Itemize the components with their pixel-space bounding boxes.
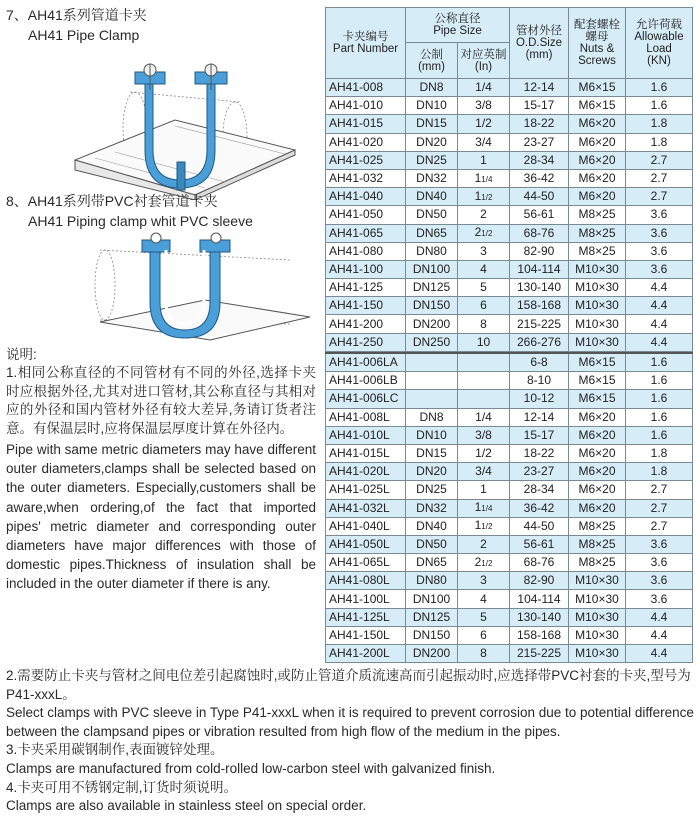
section7-title: 7、AH41系列管道卡夹 bbox=[6, 7, 147, 23]
cell-code: AH41-125L bbox=[326, 608, 406, 626]
cell-inch: 3/8 bbox=[458, 426, 510, 444]
table-row bbox=[326, 115, 693, 133]
cell-od: 12-14 bbox=[510, 79, 569, 97]
header-inch: 对应英制 (In) bbox=[458, 43, 510, 79]
cell-od: 23-27 bbox=[510, 463, 569, 481]
cell-inch: 5 bbox=[458, 279, 510, 297]
section8-title: 8、AH41系列带PVC衬套管道卡夹 bbox=[6, 193, 218, 209]
cell-dn: DN50 bbox=[406, 206, 458, 224]
cell-code: AH41-015 bbox=[326, 115, 406, 133]
cell-dn: DN50 bbox=[406, 535, 458, 553]
cell-inch bbox=[458, 390, 510, 408]
spec-table-standard bbox=[325, 7, 693, 352]
cell-od: 104-114 bbox=[510, 260, 569, 278]
note4-en: Clamps are also available in stainless steel on special order. bbox=[6, 798, 367, 814]
table-row bbox=[326, 242, 693, 260]
cell-load: 1.6 bbox=[626, 426, 693, 444]
cell-nut: M10×30 bbox=[569, 315, 626, 333]
cell-od: 68-76 bbox=[510, 554, 569, 572]
table-row bbox=[326, 572, 693, 590]
note2-en: Select clamps with PVC sleeve in Type P41-xxxL when it is required to prevent corrosion due to potential difference between the clampsand pipes or vibration resulted from high flow of the medium in the pipes. bbox=[6, 705, 694, 739]
cell-nut: M10×30 bbox=[569, 297, 626, 315]
cell-nut: M6×15 bbox=[569, 372, 626, 390]
cell-dn: DN200 bbox=[406, 645, 458, 663]
cell-inch bbox=[458, 372, 510, 390]
cell-dn: DN250 bbox=[406, 333, 458, 351]
cell-load: 1.6 bbox=[626, 408, 693, 426]
cell-code: AH41-150L bbox=[326, 626, 406, 644]
cell-nut: M10×30 bbox=[569, 572, 626, 590]
cell-code: AH41-020L bbox=[326, 463, 406, 481]
cell-od: 82-90 bbox=[510, 572, 569, 590]
cell-nut: M6×15 bbox=[569, 353, 626, 372]
cell-inch: 3/4 bbox=[458, 463, 510, 481]
table-row bbox=[326, 260, 693, 278]
notes-heading: 说明: bbox=[6, 347, 37, 362]
table-row bbox=[326, 224, 693, 242]
cell-nut: M8×25 bbox=[569, 554, 626, 572]
cell-nut: M6×15 bbox=[569, 390, 626, 408]
table-row bbox=[326, 372, 693, 390]
cell-dn: DN40 bbox=[406, 517, 458, 535]
cell-load: 1.6 bbox=[626, 372, 693, 390]
cell-dn: DN125 bbox=[406, 279, 458, 297]
table-row bbox=[326, 517, 693, 535]
cell-od: 10-12 bbox=[510, 390, 569, 408]
cell-dn: DN150 bbox=[406, 626, 458, 644]
table-row bbox=[326, 608, 693, 626]
cell-load: 3.6 bbox=[626, 572, 693, 590]
table-row bbox=[326, 535, 693, 553]
cell-inch: 11/4 bbox=[458, 499, 510, 517]
cell-dn: DN8 bbox=[406, 79, 458, 97]
cell-code: AH41-032 bbox=[326, 169, 406, 187]
cell-inch: 3/8 bbox=[458, 97, 510, 115]
cell-dn: DN15 bbox=[406, 115, 458, 133]
cell-nut: M6×20 bbox=[569, 463, 626, 481]
cell-code: AH41-080 bbox=[326, 242, 406, 260]
table-row bbox=[326, 390, 693, 408]
cell-nut: M10×30 bbox=[569, 279, 626, 297]
cell-code: AH41-006LA bbox=[326, 353, 406, 372]
cell-dn: DN65 bbox=[406, 224, 458, 242]
cell-load: 3.6 bbox=[626, 590, 693, 608]
cell-inch: 10 bbox=[458, 333, 510, 351]
cell-inch: 21/2 bbox=[458, 224, 510, 242]
cell-dn: DN15 bbox=[406, 444, 458, 462]
cell-nut: M6×20 bbox=[569, 133, 626, 151]
cell-dn: DN10 bbox=[406, 97, 458, 115]
note1-en: Pipe with same metric diameters may have different outer diameters,clamps shall be selected based on the outer diameters. Especially,customers shall be aware,when ordering,of the fact that imported pipes' metric diameter and corresponding outer diameters have major differences with those of domestic pipes.Thickness of insulation shall be included in the outer diameter if there is any. bbox=[6, 442, 316, 592]
cell-dn: DN10 bbox=[406, 426, 458, 444]
table-row bbox=[326, 151, 693, 169]
cell-inch: 8 bbox=[458, 645, 510, 663]
header-od-size: 管材外径 O.D.Size (mm) bbox=[510, 8, 569, 79]
cell-od: 130-140 bbox=[510, 279, 569, 297]
cell-load: 4.4 bbox=[626, 279, 693, 297]
header-metric: 公制 (mm) bbox=[406, 43, 458, 79]
cell-od: 23-27 bbox=[510, 133, 569, 151]
cell-inch: 3/4 bbox=[458, 133, 510, 151]
cell-od: 82-90 bbox=[510, 242, 569, 260]
section7-subtitle: AH41 Pipe Clamp bbox=[28, 27, 140, 43]
cell-load: 1.8 bbox=[626, 133, 693, 151]
cell-code: AH41-025 bbox=[326, 151, 406, 169]
cell-load: 2.7 bbox=[626, 151, 693, 169]
cell-inch: 1 bbox=[458, 151, 510, 169]
table-row bbox=[326, 279, 693, 297]
cell-code: AH41-015L bbox=[326, 444, 406, 462]
cell-dn: DN20 bbox=[406, 133, 458, 151]
cell-od: 215-225 bbox=[510, 315, 569, 333]
header-part-number: 卡夹编号 Part Number bbox=[326, 8, 406, 79]
cell-inch: 3 bbox=[458, 242, 510, 260]
cell-nut: M6×15 bbox=[569, 79, 626, 97]
cell-load: 4.4 bbox=[626, 645, 693, 663]
cell-inch: 6 bbox=[458, 297, 510, 315]
cell-dn: DN32 bbox=[406, 499, 458, 517]
cell-od: 44-50 bbox=[510, 517, 569, 535]
notes-left bbox=[6, 346, 316, 594]
cell-nut: M8×25 bbox=[569, 224, 626, 242]
cell-od: 56-61 bbox=[510, 535, 569, 553]
cell-inch: 1/2 bbox=[458, 444, 510, 462]
cell-load: 4.4 bbox=[626, 297, 693, 315]
cell-nut: M10×30 bbox=[569, 626, 626, 644]
cell-load: 4.4 bbox=[626, 608, 693, 626]
cell-od: 28-34 bbox=[510, 151, 569, 169]
cell-nut: M10×30 bbox=[569, 645, 626, 663]
table-row bbox=[326, 408, 693, 426]
cell-dn: DN20 bbox=[406, 463, 458, 481]
cell-code: AH41-065 bbox=[326, 224, 406, 242]
cell-dn bbox=[406, 353, 458, 372]
cell-load: 3.6 bbox=[626, 206, 693, 224]
cell-dn: DN200 bbox=[406, 315, 458, 333]
cell-load: 2.7 bbox=[626, 517, 693, 535]
cell-inch: 2 bbox=[458, 206, 510, 224]
table-row bbox=[326, 315, 693, 333]
cell-od: 15-17 bbox=[510, 426, 569, 444]
cell-code: AH41-008L bbox=[326, 408, 406, 426]
cell-od: 8-10 bbox=[510, 372, 569, 390]
table-row bbox=[326, 426, 693, 444]
cell-code: AH41-032L bbox=[326, 499, 406, 517]
cell-load: 2.7 bbox=[626, 499, 693, 517]
cell-dn: DN80 bbox=[406, 242, 458, 260]
cell-od: 158-168 bbox=[510, 297, 569, 315]
cell-dn: DN150 bbox=[406, 297, 458, 315]
cell-dn: DN125 bbox=[406, 608, 458, 626]
note4-cn: 4.卡夹可用不锈钢定制,订货时须说明。 bbox=[6, 779, 238, 795]
cell-dn bbox=[406, 390, 458, 408]
cell-inch: 3 bbox=[458, 572, 510, 590]
cell-load: 2.7 bbox=[626, 188, 693, 206]
table-row bbox=[326, 499, 693, 517]
cell-code: AH41-050 bbox=[326, 206, 406, 224]
cell-inch: 1/4 bbox=[458, 408, 510, 426]
table-row bbox=[326, 169, 693, 187]
cell-load: 2.7 bbox=[626, 481, 693, 499]
cell-od: 215-225 bbox=[510, 645, 569, 663]
cell-nut: M10×30 bbox=[569, 590, 626, 608]
cell-inch: 6 bbox=[458, 626, 510, 644]
table-row bbox=[326, 481, 693, 499]
cell-nut: M6×20 bbox=[569, 481, 626, 499]
cell-od: 12-14 bbox=[510, 408, 569, 426]
cell-load: 2.7 bbox=[626, 169, 693, 187]
cell-od: 68-76 bbox=[510, 224, 569, 242]
note1-cn: 1.相同公称直径的不同管材有不同的外径,选择卡夹时应根据外径,尤其对进口管材,其公称直径与其相对应的外径和国内管材外径有较大差异,务请订货者注意。有保温层时,应将保温层厚度计算在外径内。 bbox=[6, 365, 316, 436]
cell-load: 4.4 bbox=[626, 626, 693, 644]
header-allowable-load: 允许荷载 Allowable Load (KN) bbox=[626, 8, 693, 79]
cell-dn: DN40 bbox=[406, 188, 458, 206]
cell-nut: M6×20 bbox=[569, 408, 626, 426]
cell-od: 18-22 bbox=[510, 115, 569, 133]
cell-inch: 8 bbox=[458, 315, 510, 333]
cell-code: AH41-040L bbox=[326, 517, 406, 535]
cell-od: 36-42 bbox=[510, 169, 569, 187]
table-row bbox=[326, 353, 693, 372]
pvc-sleeve-clamp-illustration bbox=[60, 232, 315, 342]
cell-load: 1.6 bbox=[626, 79, 693, 97]
cell-od: 266-276 bbox=[510, 333, 569, 351]
table-row bbox=[326, 333, 693, 351]
cell-od: 56-61 bbox=[510, 206, 569, 224]
cell-inch: 11/2 bbox=[458, 188, 510, 206]
cell-nut: M8×25 bbox=[569, 242, 626, 260]
cell-dn: DN65 bbox=[406, 554, 458, 572]
cell-load: 3.6 bbox=[626, 224, 693, 242]
cell-dn: DN32 bbox=[406, 169, 458, 187]
cell-code: AH41-008 bbox=[326, 79, 406, 97]
cell-load: 1.8 bbox=[626, 115, 693, 133]
table-row bbox=[326, 206, 693, 224]
cell-nut: M6×20 bbox=[569, 499, 626, 517]
cell-inch: 4 bbox=[458, 260, 510, 278]
cell-code: AH41-100 bbox=[326, 260, 406, 278]
cell-od: 104-114 bbox=[510, 590, 569, 608]
cell-load: 4.4 bbox=[626, 315, 693, 333]
cell-inch: 1/2 bbox=[458, 115, 510, 133]
cell-od: 130-140 bbox=[510, 608, 569, 626]
cell-nut: M6×20 bbox=[569, 151, 626, 169]
cell-code: AH41-125 bbox=[326, 279, 406, 297]
header-pipe-size: 公称直径 Pipe Size bbox=[406, 8, 510, 43]
cell-load: 3.6 bbox=[626, 535, 693, 553]
table-row bbox=[326, 554, 693, 572]
table-row bbox=[326, 626, 693, 644]
cell-load: 3.6 bbox=[626, 260, 693, 278]
spec-table-pvc bbox=[325, 352, 693, 663]
cell-od: 36-42 bbox=[510, 499, 569, 517]
cell-od: 28-34 bbox=[510, 481, 569, 499]
cell-code: AH41-006LC bbox=[326, 390, 406, 408]
cell-code: AH41-006LB bbox=[326, 372, 406, 390]
header-nuts-screws: 配套螺栓螺母 Nuts & Screws bbox=[569, 8, 626, 79]
table-row bbox=[326, 133, 693, 151]
table-row bbox=[326, 97, 693, 115]
table-row bbox=[326, 463, 693, 481]
table-row bbox=[326, 79, 693, 97]
cell-load: 4.4 bbox=[626, 333, 693, 351]
table-row bbox=[326, 590, 693, 608]
cell-code: AH41-025L bbox=[326, 481, 406, 499]
cell-nut: M10×30 bbox=[569, 260, 626, 278]
cell-code: AH41-150 bbox=[326, 297, 406, 315]
cell-nut: M6×20 bbox=[569, 188, 626, 206]
table-row bbox=[326, 188, 693, 206]
table-row bbox=[326, 444, 693, 462]
cell-inch bbox=[458, 353, 510, 372]
cell-inch: 5 bbox=[458, 608, 510, 626]
cell-code: AH41-250 bbox=[326, 333, 406, 351]
cell-inch: 11/2 bbox=[458, 517, 510, 535]
cell-nut: M8×25 bbox=[569, 206, 626, 224]
cell-code: AH41-200 bbox=[326, 315, 406, 333]
cell-dn: DN25 bbox=[406, 151, 458, 169]
note3-cn: 3.卡夹采用碳钢制作,表面镀锌处理。 bbox=[6, 742, 224, 758]
cell-nut: M10×30 bbox=[569, 608, 626, 626]
cell-dn: DN80 bbox=[406, 572, 458, 590]
cell-code: AH41-040 bbox=[326, 188, 406, 206]
cell-load: 1.6 bbox=[626, 353, 693, 372]
cell-code: AH41-050L bbox=[326, 535, 406, 553]
cell-code: AH41-010L bbox=[326, 426, 406, 444]
cell-od: 15-17 bbox=[510, 97, 569, 115]
cell-dn: DN100 bbox=[406, 590, 458, 608]
cell-od: 18-22 bbox=[510, 444, 569, 462]
cell-nut: M6×20 bbox=[569, 444, 626, 462]
cell-load: 3.6 bbox=[626, 242, 693, 260]
cell-inch: 1 bbox=[458, 481, 510, 499]
cell-code: AH41-080L bbox=[326, 572, 406, 590]
cell-load: 1.6 bbox=[626, 97, 693, 115]
cell-nut: M10×30 bbox=[569, 333, 626, 351]
cell-dn bbox=[406, 372, 458, 390]
note2-cn: 2.需要防止卡夹与管材之间电位差引起腐蚀时,或防止管道介质流速高而引起振动时,应选择带PVC衬套的卡夹,型号为P41-xxxL。 bbox=[6, 668, 691, 702]
cell-code: AH41-100L bbox=[326, 590, 406, 608]
notes-full bbox=[6, 667, 694, 816]
cell-nut: M6×20 bbox=[569, 169, 626, 187]
cell-od: 6-8 bbox=[510, 353, 569, 372]
cell-load: 1.8 bbox=[626, 463, 693, 481]
cell-code: AH41-010 bbox=[326, 97, 406, 115]
cell-dn: DN100 bbox=[406, 260, 458, 278]
cell-dn: DN8 bbox=[406, 408, 458, 426]
pipe-clamp-illustration bbox=[35, 50, 320, 200]
cell-inch: 4 bbox=[458, 590, 510, 608]
cell-inch: 11/4 bbox=[458, 169, 510, 187]
cell-nut: M8×25 bbox=[569, 535, 626, 553]
cell-od: 158-168 bbox=[510, 626, 569, 644]
cell-code: AH41-020 bbox=[326, 133, 406, 151]
cell-code: AH41-065L bbox=[326, 554, 406, 572]
cell-od: 44-50 bbox=[510, 188, 569, 206]
note3-en: Clamps are manufactured from cold-rolled low-carbon steel with galvanized finish. bbox=[6, 760, 496, 776]
cell-inch: 1/4 bbox=[458, 79, 510, 97]
cell-nut: M6×15 bbox=[569, 97, 626, 115]
table-row bbox=[326, 297, 693, 315]
cell-nut: M6×20 bbox=[569, 426, 626, 444]
cell-load: 1.8 bbox=[626, 444, 693, 462]
cell-load: 3.6 bbox=[626, 554, 693, 572]
table-row bbox=[326, 645, 693, 663]
cell-dn: DN25 bbox=[406, 481, 458, 499]
cell-inch: 2 bbox=[458, 535, 510, 553]
cell-nut: M8×25 bbox=[569, 517, 626, 535]
cell-load: 1.6 bbox=[626, 390, 693, 408]
cell-nut: M6×20 bbox=[569, 115, 626, 133]
section8-subtitle: AH41 Piping clamp whit PVC sleeve bbox=[28, 213, 253, 229]
cell-code: AH41-200L bbox=[326, 645, 406, 663]
cell-inch: 21/2 bbox=[458, 554, 510, 572]
